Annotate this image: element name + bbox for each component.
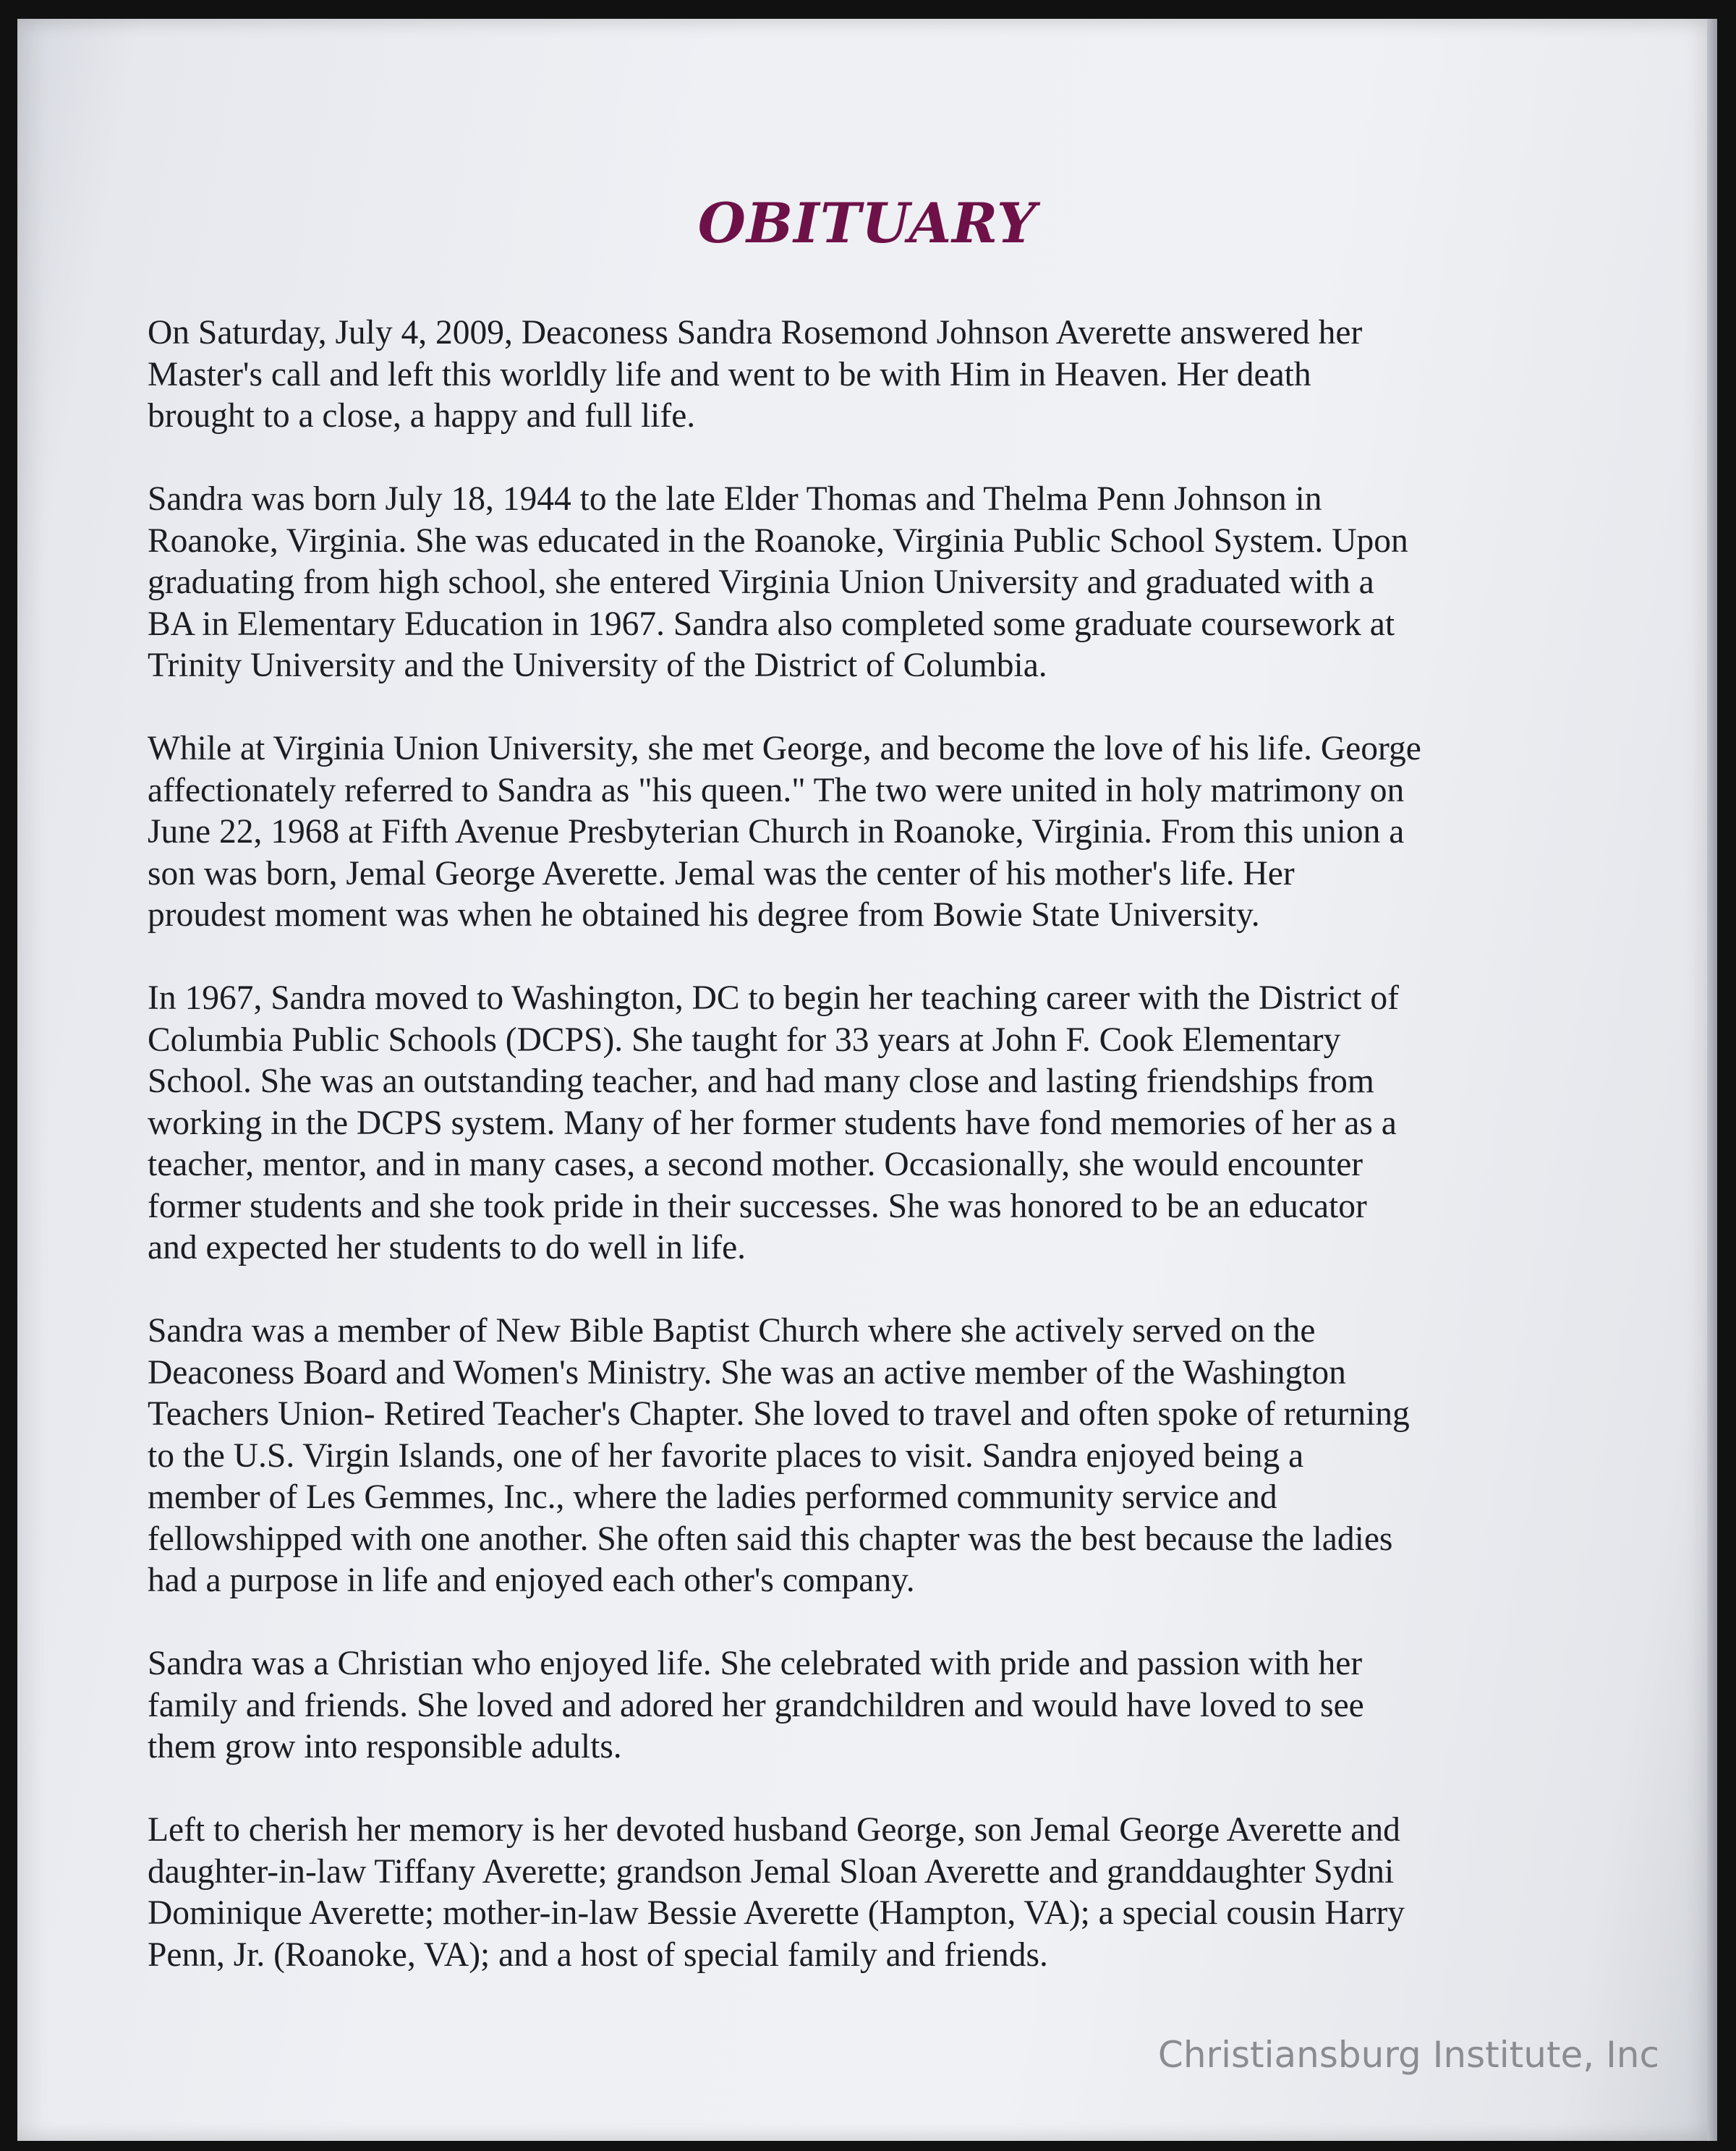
paragraph-marriage: While at Virginia Union University, she met George, and become the love of his life. George affectionately referred to Sandra as "his queen." The two were united in holy matrimony on June 22, 1968 at Fifth Avenue Presbyterian Church in Roanoke, Virginia. From this union a son was born, Jemal George Averette. Jemal was the center of his mother's life. Her proudest moment was when he obtained his degree from Bowie State University. xyxy=(148,730,1421,934)
obituary-page xyxy=(17,19,1717,2141)
page-edge-shadow xyxy=(1707,19,1717,2141)
paragraph-church-community: Sandra was a member of New Bible Baptist Church where she actively served on the Deaconess Board and Women's Ministry. She was an active member of the Washington Teachers Union- Retired Teacher's Chapter. She loved to travel and often spoke of returning to the U.S. Virgin Islands, one of her favorite places to visit. Sandra enjoyed being a member of Les Gemmes, Inc., where the ladies performed community service and fellowshipped with one another. She often said this chapter was the best because the ladies had a purpose in life and enjoyed each other's company. xyxy=(148,1312,1410,1599)
obituary-body xyxy=(148,312,1601,2018)
page-title: OBITUARY xyxy=(697,191,1037,255)
paragraph-survivors: Left to cherish her memory is her devoted husband George, son Jemal George Averette and daughter-in-law Tiffany Averette; grandson Jemal Sloan Averette and granddaughter Sydni Dominique Averette; mother-in-law Bessie Averette (Hampton, VA); a special cousin Harry Penn, Jr. (Roanoke, VA); and a host of special family and friends. xyxy=(148,1811,1405,1974)
paragraph-early-life: Sandra was born July 18, 1944 to the late Elder Thomas and Thelma Penn Johnson in Roanoke, Virginia. She was educated in the Roanoke, Virginia Public School System. Upon graduating from high school, she entered Virginia Union University and graduated with a BA in Elementary Education in 1967. Sandra also completed some graduate coursework at Trinity University and the University of the District of Columbia. xyxy=(148,480,1408,684)
paragraph-faith: Sandra was a Christian who enjoyed life. She celebrated with pride and passion with her family and friends. She loved and adored her grandchildren and would have loved to see them grow into responsible adults. xyxy=(148,1645,1364,1765)
paragraph-passing: On Saturday, July 4, 2009, Deaconess Sandra Rosemond Johnson Averette answered her Master's call and left this worldly life and went to be with Him in Heaven. Her death brought to a close, a happy and full life. xyxy=(148,314,1363,435)
paragraph-career: In 1967, Sandra moved to Washington, DC to begin her teaching career with the District of Columbia Public Schools (DCPS). She taught for 33 years at John F. Cook Elementary School. She was an outstanding teacher, and had many close and lasting friendships from working in the DCPS system. Many of her former students have fond memories of her as a teacher, mentor, and in many cases, a second mother. Occasionally, she would encounter former students and she took pride in their successes. She was honored to be an educator and expected her students to do well in life. xyxy=(148,979,1399,1266)
watermark: Christiansburg Institute, Inc xyxy=(1157,2034,1659,2076)
